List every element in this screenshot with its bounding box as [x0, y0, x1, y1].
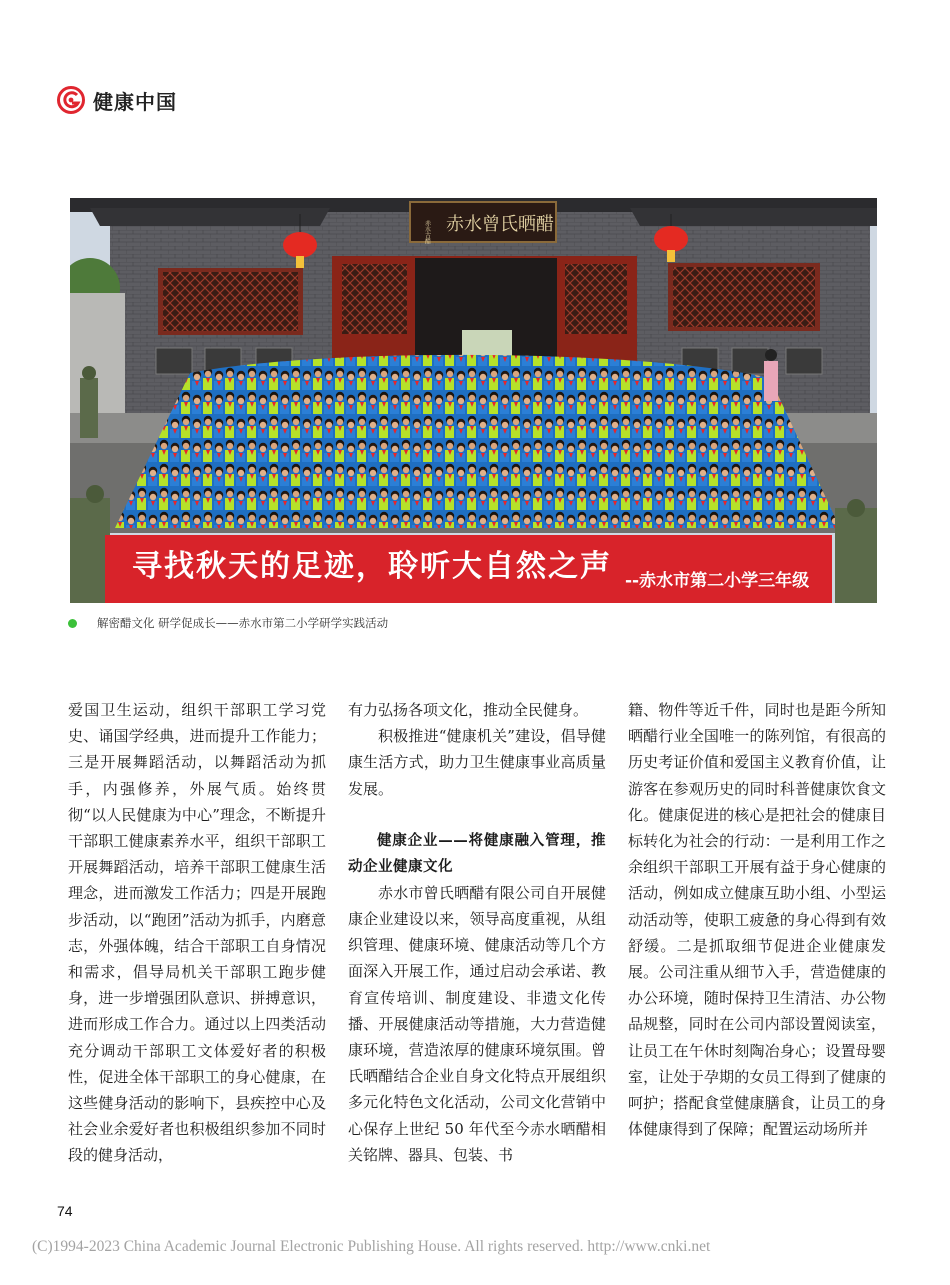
paragraph: 赤水市曾氏晒醋有限公司自开展健康企业建设以来，领导高度重视，从组织管理、健康环境、健康活动等几个方面深入开展工作，通过启动会承诺、教育宣传培训、制度建设、非遗文化传播、开展健康活动等措施，大力营造健康环境，营造浓厚的健康环境氛围。曾氏晒醋结合企业自身文化特点开展组织多元化特色文化活动，公司文化营销中心保存上世纪 50 年代至今赤水晒醋相关铭牌、器具、包装、书 [348, 883, 606, 1164]
banner-main-text: 寻找秋天的足迹，聆听大自然之声 [132, 549, 612, 584]
paragraph: 爱国卫生运动，组织干部职工学习党史、诵国学经典，进而提升工作能力；三是开展舞蹈活动，以舞蹈活动为抓手，内强修养，外展气质。始终贯彻“以人民健康为中心”理念，不断提升干部职工健康素养水平，组织干部职工开展舞蹈活动，培养干部职工健康生活理念，进而激发工作活力；四是开展跑步活动，以“跑团”活动为抓手，内磨意志，外强体魄，结合干部职工自身情况和需求，倡导局机关干部职工跑步健身，进一步增强团队意识、拼搏意识，进而形成工作合力。通过以上四类活动充分调动干部职工文体爱好者的积极性，促进全体干部职工的身心健康，在这些健身活动的影响下，县疾控中心及社会业余爱好者也积极组织参加不同时段的健身活动， [68, 701, 326, 1165]
text-column-1 [68, 697, 326, 1169]
page-number: 74 [57, 1203, 73, 1219]
paragraph: 籍、物件等近千件，同时也是距今所知晒醋行业全国唯一的陈列馆，有很高的历史考证价值和爱国主义教育价值，让游客在参观历史的同时科普健康饮食文化。健康促进的核心是把社会的健康目标转化为社会的行动：一是利用工作之余组织干部职工开展有益于身心健康的活动，例如成立健康互助小组、小型运动活动等，使职工疲惫的身心得到有效舒缓。二是抓取细节促进企业健康发展。公司注重从细节入手，营造健康的办公环境，随时保持卫生清洁、办公物品规整，同时在公司内部设置阅读室，让员工在午休时刻陶冶身心；设置母婴室，让处于孕期的女员工得到了健康的呵护；搭配食堂健康膳食，让员工的身体健康得到了保障；配置运动场所并 [628, 701, 886, 1139]
copyright-notice: (C)1994-2023 China Academic Journal Electronic Publishing House. All rights reserved. http://www.cnki.net [32, 1238, 711, 1255]
article-photo [70, 198, 877, 603]
section-heading: 健康企业——将健康融入管理，推动企业健康文化 [348, 832, 606, 875]
text-column-2 [348, 697, 606, 1168]
sign-board-seal: 赤水古醋 [423, 220, 431, 244]
photo-caption [68, 614, 388, 632]
text-column-3 [628, 697, 886, 1142]
paragraph: 积极推进“健康机关”建设，倡导健康生活方式，助力卫生健康事业高质量发展。 [348, 727, 606, 798]
health-china-logo-icon [57, 86, 85, 114]
caption-bullet-icon [68, 619, 77, 628]
brand-title: 健康中国 [93, 89, 177, 114]
caption-text: 解密醋文化 研学促成长——赤水市第二小学研学实践活动 [97, 616, 389, 630]
banner-sub-text: --赤水市第二小学三年级 [625, 571, 810, 591]
sign-board-text: 赤水曾氏晒醋 [446, 214, 554, 235]
paragraph: 有力弘扬各项文化，推动全民健身。 [348, 701, 589, 719]
page-header [57, 86, 177, 114]
